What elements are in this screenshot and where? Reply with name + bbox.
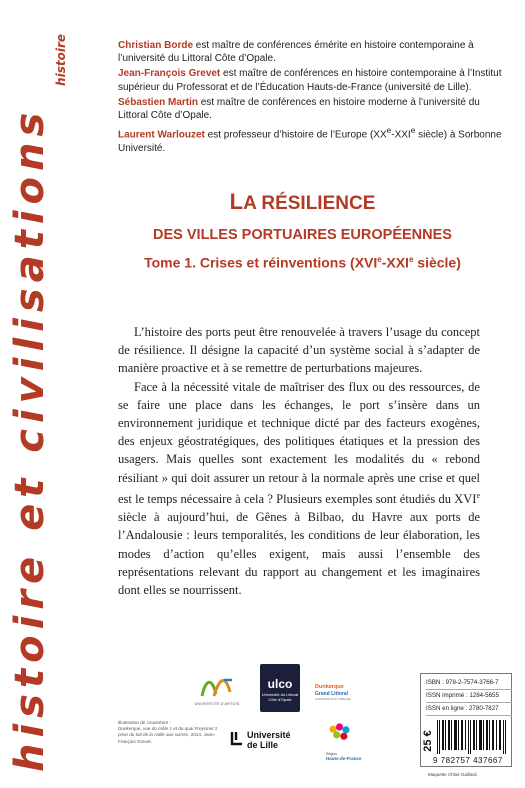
subtitle-line	[90, 250, 515, 273]
title-initial: L	[229, 189, 244, 214]
title-rest: A RÉSILIENCE	[243, 193, 376, 214]
author-desc: est professeur d’histoire de l’Europe (XX	[204, 129, 387, 141]
maquette-credit: Maquette Chloé Gaillard.	[428, 772, 478, 777]
title-line-2: DES VILLES PORTUAIRES EUROPÉENNES	[153, 227, 452, 243]
subtitle-sup: e	[408, 255, 414, 264]
price-text: 25 €	[422, 730, 434, 752]
author-desc-mid: -XXI	[391, 129, 411, 141]
illustration-credit	[118, 720, 228, 745]
author-name: Laurent Warlouzet	[118, 129, 205, 141]
artois-text: UNIVERSITÉ D'ARTOIS	[194, 702, 240, 706]
author-entry	[118, 96, 510, 122]
artois-logo	[188, 674, 246, 714]
isbn: ISBN : 978-2-7574-3766-7	[426, 677, 512, 690]
subtitle-part: Tome 1. Crises et réinventions (XVI	[144, 254, 378, 271]
illustration-label: Illustration de couverture :	[118, 720, 171, 725]
hdf-line-1: Région	[326, 752, 338, 756]
ulco-text: ulco	[267, 677, 293, 691]
dk-small: COMMUNAUTÉ URBAINE	[315, 697, 352, 701]
blurb-paragraph	[118, 378, 480, 600]
blurb-text: siècle à aujourd’hui, de Gênes à Bilbao, du Havre aux ports de l’Andalousie : leurs temporalités, les conditions de leur élaboration, les modes d’action qu’elles exigent, mais aussi l’ensemble des représentations relevant du rapport au changement et les imaginaires dont elles se nourrissent.	[118, 510, 480, 597]
subtitle-sup: e	[377, 255, 382, 264]
book-title	[90, 190, 515, 273]
barcode-number: 9 782757 437667	[433, 756, 503, 765]
subtitle-part: siècle)	[413, 254, 461, 271]
issn-online: ISSN en ligne : 2780-7827	[426, 703, 512, 716]
author-name: Sébastien Martin	[118, 96, 199, 108]
dk-name: Dunkerque	[315, 684, 344, 690]
author-sup: e	[410, 125, 416, 136]
price	[421, 722, 435, 760]
barcode-icon	[437, 720, 507, 754]
blurb-sup: e	[476, 490, 480, 500]
lille-logo	[230, 730, 300, 752]
lille-line-1: Université	[247, 730, 291, 740]
hdf-line-2: Hauts-de-France	[326, 756, 362, 761]
lille-line-2: de Lille	[247, 740, 279, 750]
author-entry	[118, 67, 510, 93]
blurb-paragraph: L’histoire des ports peut être renouvelée à travers l’usage du concept de résilience. Il désigne la capacité d’un système social à s’adapter de manière proactive et à se remettre de perturbations majeures.	[118, 325, 480, 376]
series-subtitle: histoire	[54, 34, 68, 86]
blurb	[118, 323, 480, 599]
illustration-author: , 2014. Jean-François Grevet.	[118, 732, 216, 744]
author-name: Jean-François Grevet	[118, 68, 221, 80]
lille-text	[247, 730, 291, 750]
author-name: Christian Borde	[118, 40, 194, 51]
subtitle-part: -XXI	[381, 254, 409, 271]
author-sup: e	[386, 125, 392, 136]
hdf-mark-icon	[320, 722, 362, 752]
author-desc: est maître de conférences émérite en histoire contemporaine à l’université du Littoral Côte d’Opale.	[118, 40, 474, 65]
author-entry	[118, 39, 510, 65]
lille-mark-icon	[230, 730, 244, 748]
partner-logos	[180, 664, 430, 774]
artois-mark-icon	[198, 674, 236, 700]
hdf-logo	[320, 722, 362, 764]
author-desc: est maître de conférences en histoire contemporaine à l’Institut supérieur du Professorat et de l’Éducation Hauts-de-France (université de Lille).	[118, 68, 502, 93]
ulco-logo	[260, 664, 300, 712]
author-desc: est maître de conférences en histoire moderne à l’université du Littoral Côte d’Opale.	[118, 96, 480, 122]
blurb-text: Face à la nécessité vitale de maîtriser des flux ou des ressources, de se faire une place dans les échanges, le port s’insère dans un environnement juridique et technique dicté par des facteurs exogènes, des enjeux géostratégiques, des politiques étatiques et la pression des usagers. Mais quelles sont exactement les modalités du « rebond résiliant » qui doit assurer un retour à la normale après une crise et quel est le temps nécessaire à cela ? Plusieurs exemples sont étudiés du XVI	[118, 379, 480, 506]
dk-sub: Grand Littoral	[315, 691, 349, 697]
author-entry	[118, 124, 510, 155]
issn-print: ISSN imprimé : 1284-5655	[426, 690, 512, 703]
series-name: histoire et civilisations	[7, 106, 53, 772]
title-line-1	[90, 190, 515, 216]
ulco-subtext: Université du Littoral Côte d'Opale	[261, 692, 299, 702]
dunkerque-logo	[315, 684, 377, 712]
series-strip	[8, 32, 66, 772]
author-desc-end: siècle) à Sorbonne Université.	[118, 129, 502, 154]
isbn-lines	[426, 677, 512, 716]
authors-block	[118, 39, 510, 157]
illustration-caption: Dunkerque, vue du môle 1 et du quai Freycinet 1 prise du toit de la Halle aux sucres	[118, 726, 218, 738]
